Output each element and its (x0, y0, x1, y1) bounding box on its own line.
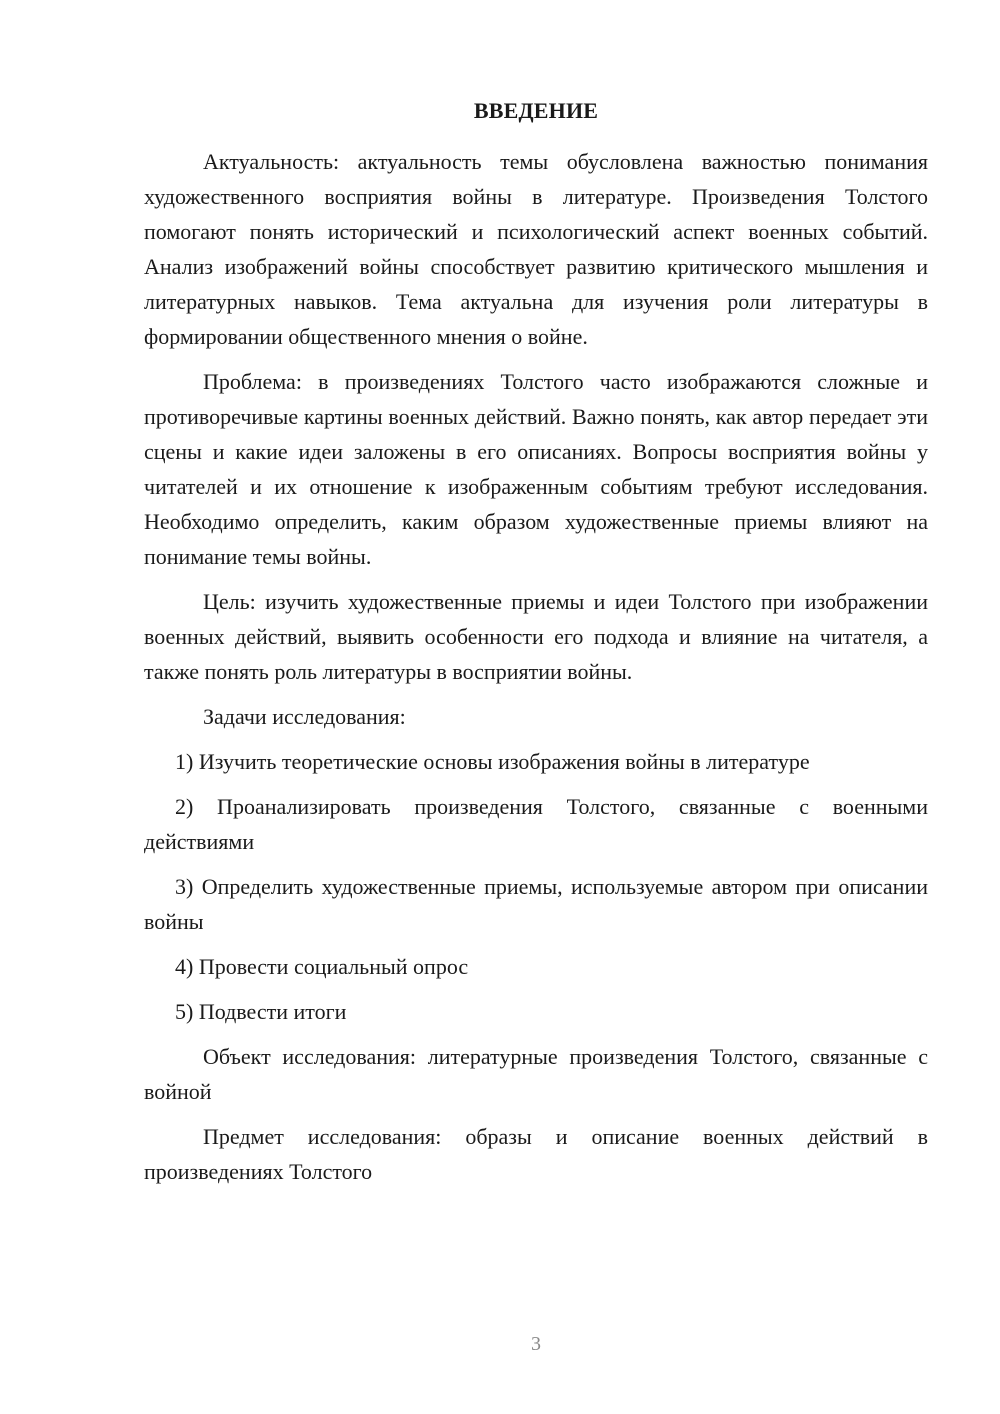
task-item: 5) Подвести итоги (175, 999, 347, 1024)
page-number: 3 (531, 1333, 541, 1355)
paragraph-object: Объект исследования: литературные произведения Толстого, связанные с войной (144, 1044, 928, 1104)
task-item: 1) Изучить теоретические основы изображения войны в литературе (175, 749, 810, 774)
paragraph-goal: Цель: изучить художественные приемы и идеи Толстого при изображении военных действий, выявить особенности его подхода и влияние на читателя, а также понять роль литературы в восприятии войны. (144, 589, 928, 684)
paragraph-problem: Проблема: в произведениях Толстого часто изображаются сложные и противоречивые картины военных действий. Важно понять, как автор передает эти сцены и какие идеи заложены в его описаниях. Вопросы восприятия войны у читателей и их отношение к изображенным событиям требуют исследования. Необходимо определить, каким образом художественные приемы влияют на понимание темы войны. (144, 369, 928, 569)
page-title: ВВЕДЕНИЕ (473, 98, 599, 123)
task-item: 3) Определить художественные приемы, используемые автором при описании войны (144, 874, 928, 934)
tasks-heading: Задачи исследования: (203, 704, 406, 729)
task-item: 2) Проанализировать произведения Толстого, связанные с военными действиями (144, 794, 928, 854)
task-item: 4) Провести социальный опрос (175, 954, 469, 979)
document-page (144, 96, 928, 1199)
paragraph-subject: Предмет исследования: образы и описание военных действий в произведениях Толстого (144, 1124, 928, 1184)
paragraph-relevance: Актуальность: актуальность темы обусловлена важностью понимания художественного восприятия войны в литературе. Произведения Толстого помогают понять исторический и психологический аспект военных событий. Анализ изображений войны способствует развитию критического мышления и литературных навыков. Тема актуальна для изучения роли литературы в формировании общественного мнения о войне. (144, 149, 928, 349)
